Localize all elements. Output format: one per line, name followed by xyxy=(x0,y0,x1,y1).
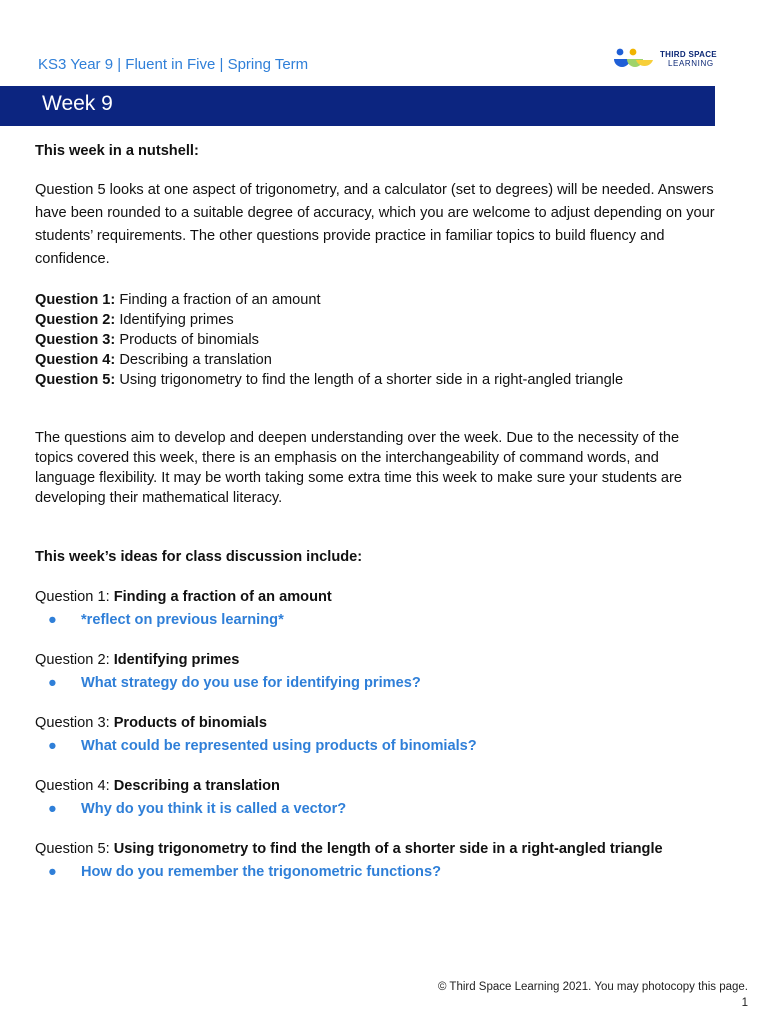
discussion-question-label: Question 5: xyxy=(35,841,110,857)
discussion-prompt: Why do you think it is called a vector? xyxy=(81,801,347,817)
discussion-question-topic: Products of binomials xyxy=(113,715,267,731)
question-list-item: Question 3: Products of binomials xyxy=(35,332,259,348)
question-list-item: Question 5: Using trigonometry to find the length of a shorter side in a right-angled triangle xyxy=(35,372,624,388)
page-number: 1 xyxy=(741,997,748,1009)
bullet-icon: ● xyxy=(48,738,57,754)
discussion-item xyxy=(35,587,715,630)
logo-text-line2: LEARNING xyxy=(668,59,714,68)
copyright-footer: © Third Space Learning 2021. You may photocopy this page. xyxy=(437,981,748,993)
discussion-question-label: Question 2: xyxy=(35,652,110,668)
nutshell-paragraph: Question 5 looks at one aspect of trigonometry, and a calculator (set to degrees) will be needed. Answers have been rounded to a suitable degree of accuracy, which you are welcome to adjust depending on your students’ requirements. The other questions provide practice in familiar topics to build fluency and confidence. xyxy=(35,182,715,267)
discussion-question-label: Question 4: xyxy=(35,778,110,794)
question-list xyxy=(35,290,715,390)
discussion-item xyxy=(35,776,715,819)
third-space-learning-logo xyxy=(612,46,732,72)
logo-text-line1: THIRD SPACE xyxy=(660,50,717,59)
discussion-item xyxy=(35,839,715,882)
bullet-icon: ● xyxy=(48,612,57,628)
discussion-prompt: What could be represented using products of binomials? xyxy=(81,738,477,754)
week-title: Week 9 xyxy=(42,92,113,115)
bullet-icon: ● xyxy=(48,675,57,691)
discussion-question-label: Question 1: xyxy=(35,589,110,605)
discussion-prompt: *reflect on previous learning* xyxy=(81,612,284,628)
discussion-list xyxy=(35,587,715,882)
discussion-prompt: What strategy do you use for identifying primes? xyxy=(81,675,421,691)
question-list-item: Question 4: Describing a translation xyxy=(35,352,272,368)
nutshell-heading: This week in a nutshell: xyxy=(35,143,199,159)
discussion-question-topic: Describing a translation xyxy=(113,778,280,794)
discussion-question-label: Question 3: xyxy=(35,715,110,731)
week-banner xyxy=(0,86,715,126)
discussion-item xyxy=(35,650,715,693)
main-content xyxy=(35,141,715,882)
logo-text xyxy=(660,50,717,68)
discussion-question-topic: Using trigonometry to find the length of a shorter side in a right-angled triangle xyxy=(113,841,663,857)
document-breadcrumb: KS3 Year 9 | Fluent in Five | Spring Term xyxy=(38,56,309,73)
discussion-question-topic: Finding a fraction of an amount xyxy=(113,589,332,605)
discussion-prompt: How do you remember the trigonometric functions? xyxy=(81,864,442,880)
bullet-icon: ● xyxy=(48,864,57,880)
discussion-item xyxy=(35,713,715,756)
discussion-heading: This week’s ideas for class discussion include: xyxy=(35,549,363,565)
discussion-question-topic: Identifying primes xyxy=(113,652,240,668)
question-list-item: Question 2: Identifying primes xyxy=(35,312,234,328)
aims-paragraph: The questions aim to develop and deepen understanding over the week. Due to the necessity of the topics covered this week, there is an emphasis on the interchangeability of command words, and language flexibility. It may be worth taking some extra time this week to make sure your students are developing their mathematical literacy. xyxy=(35,430,683,506)
bullet-icon: ● xyxy=(48,801,57,817)
logo-mark-icon xyxy=(612,46,656,72)
question-list-item: Question 1: Finding a fraction of an amount xyxy=(35,292,321,308)
